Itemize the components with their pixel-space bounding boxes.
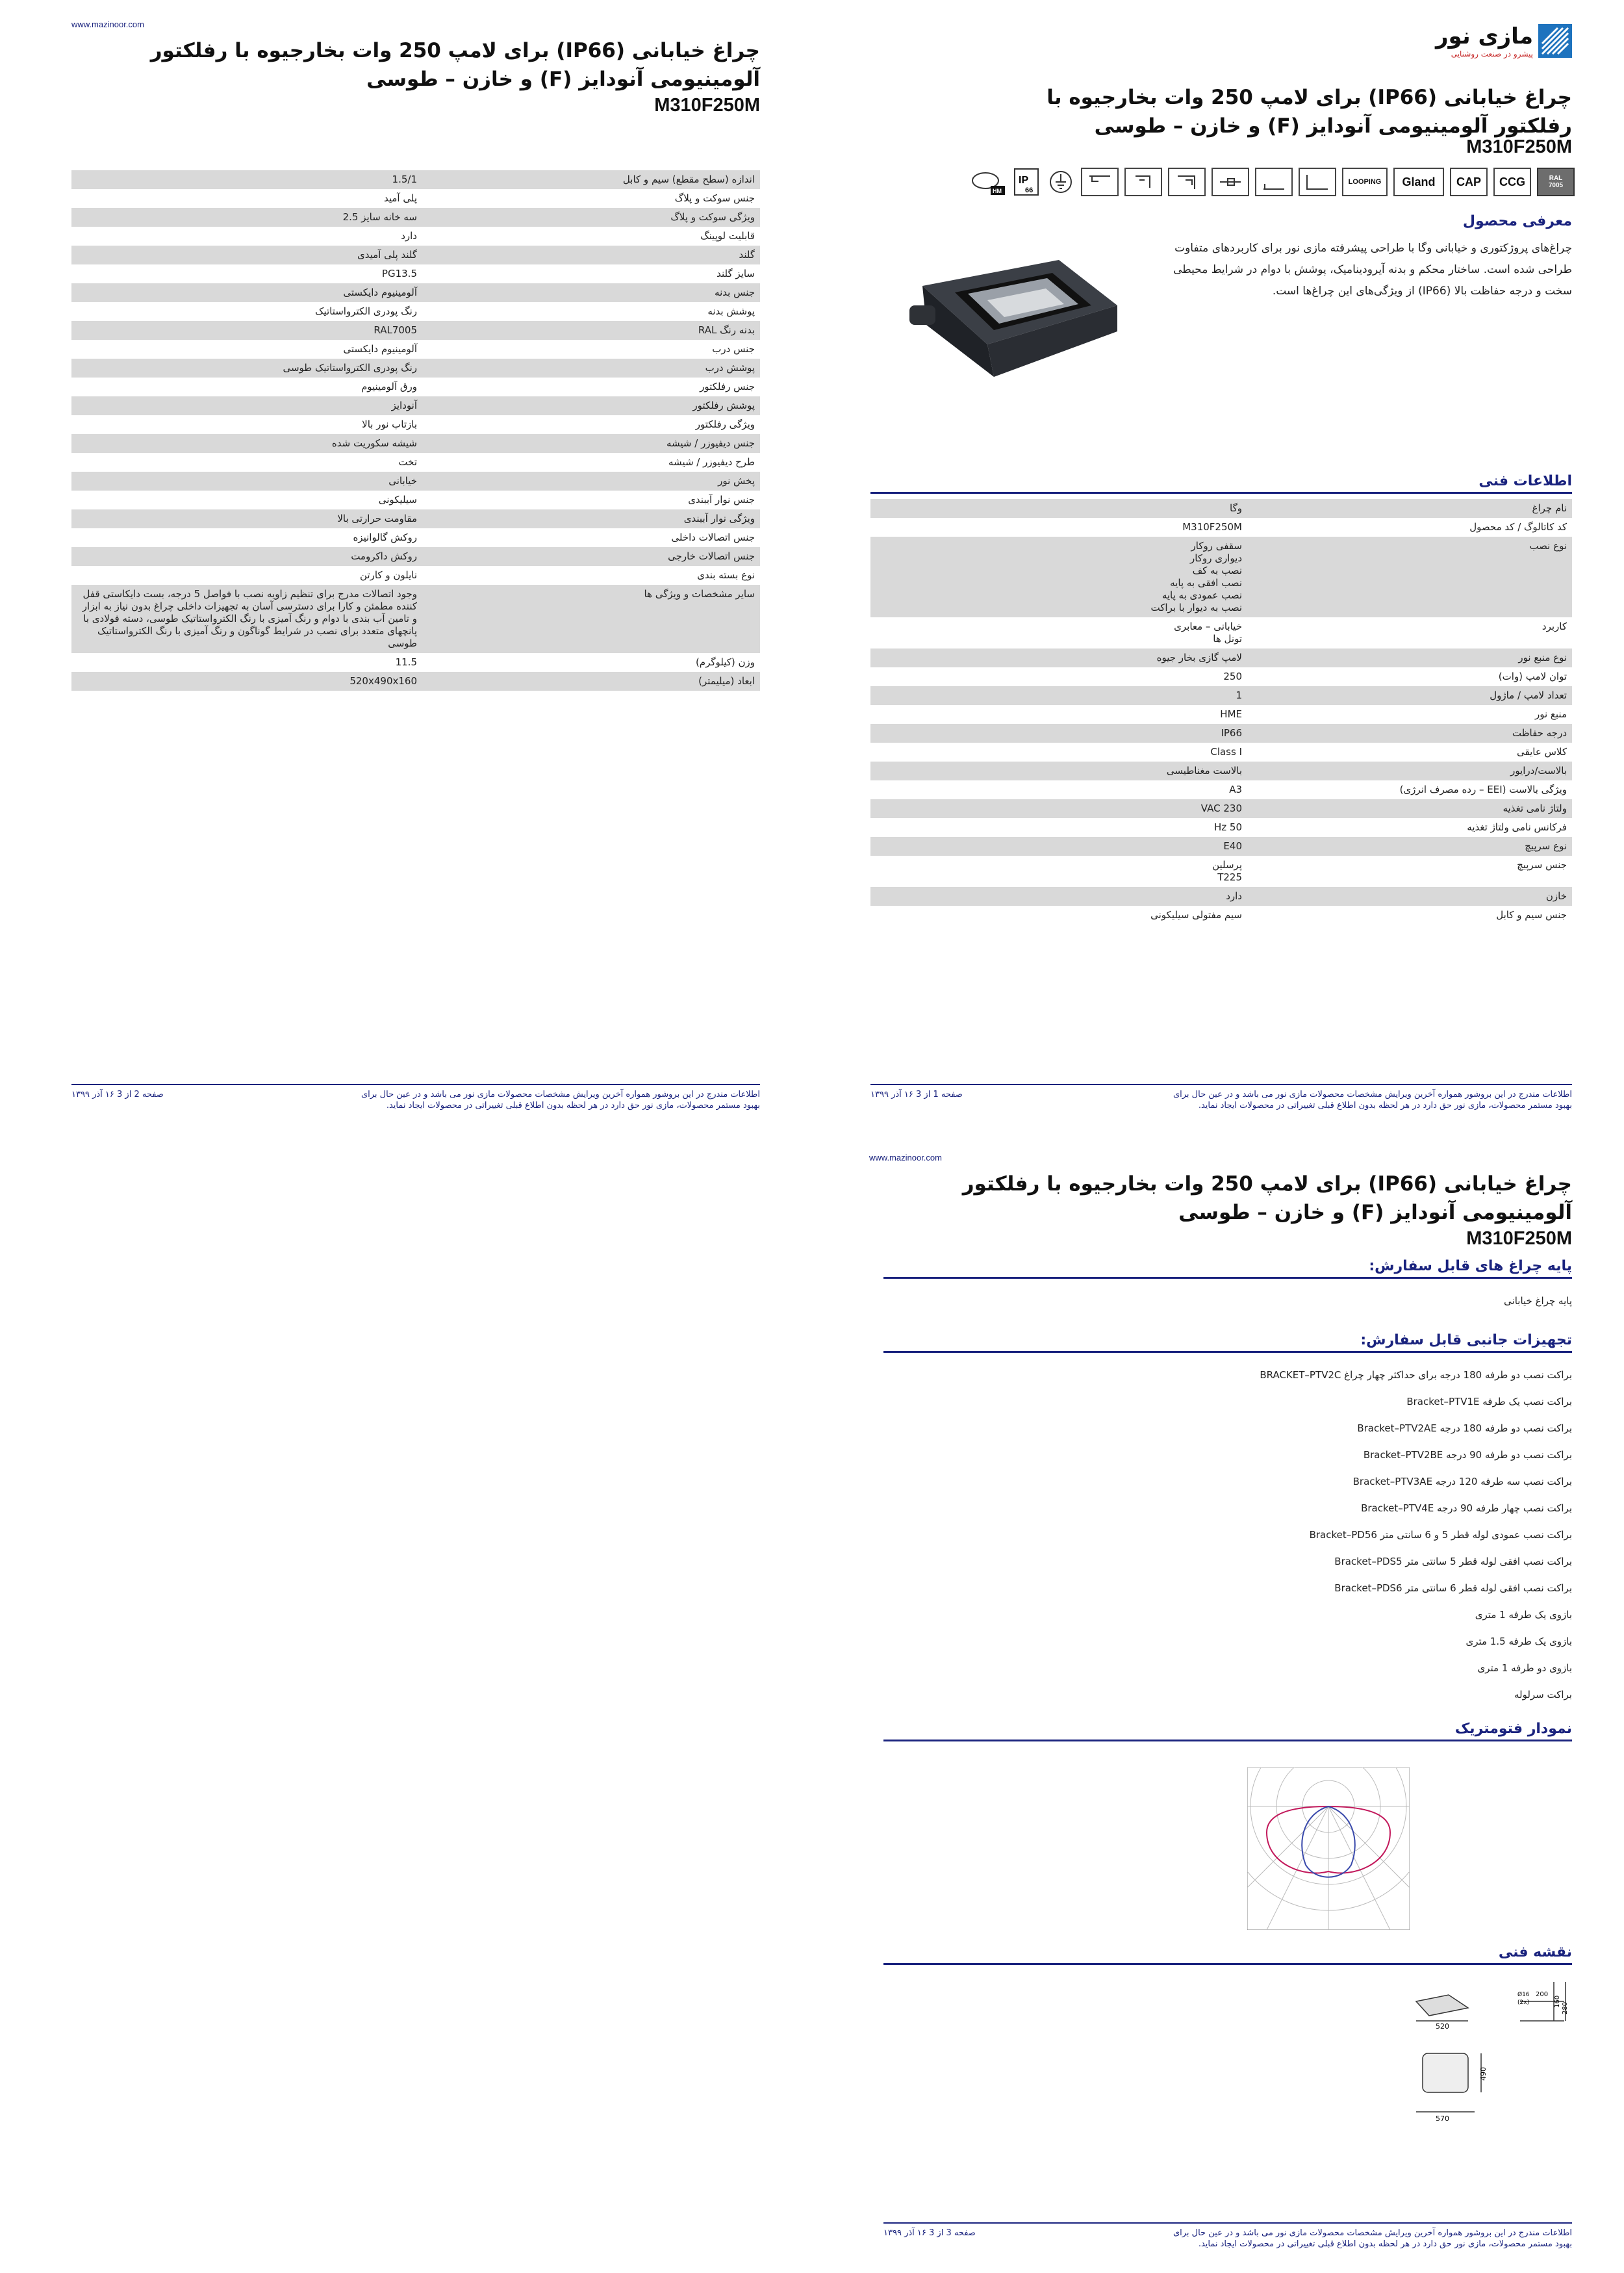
dim-2x: (2x)	[1517, 1999, 1530, 2006]
spec-key: نوع بسته بندی	[422, 566, 760, 585]
gland-icon: Gland	[1393, 168, 1444, 196]
specs-table-2	[71, 170, 760, 691]
spec-value: پلی آمید	[71, 189, 422, 208]
spec-key: تعداد لامپ / ماژول	[1247, 686, 1572, 705]
footer-disclaimer: اطلاعات مندرج در این بروشور همواره آخرین ویرایش مشخصات محصولات مازی نور می باشد و در عین حال برای بهبود مستمر محصولات، مازی نور حق دارد در هر لحظه بدون اطلاع قبلی تغییراتی در محصولات ایجاد نماید.	[1173, 2228, 1572, 2249]
spec-value: رنگ پودری الکترواستاتیک طوسی	[71, 359, 422, 378]
pole-heading: پایه چراغ های قابل سفارش:	[883, 1258, 1572, 1279]
spec-key: منبع نور	[1247, 705, 1572, 724]
table-row	[870, 856, 1572, 887]
spec-value: 11.5	[71, 653, 422, 672]
table-row	[870, 743, 1572, 762]
page-number: صفحه 2 از 3 ۱۶ آذر ۱۳۹۹	[71, 1090, 164, 1099]
photometric-heading: نمودار فتومتریک	[883, 1721, 1572, 1741]
spec-value: وجود اتصالات مدرج برای تنظیم زاویه نصب با فواصل 5 درجه، بست دایکاستی قفل کننده مطمئن و کارا برای دسترسی آسان به تجهیزات داخلی چراغ بدون نیاز به ابزار و تامین آب بندی با دوام و رنگ آمیزی با رنگ الکترواستاتیک طوسی، دسته فولادی با پانچهای متعدد برای نصب در شرایط گوناگون و رنگ آمیزی با رنگ الکترواستاتیک طوسی	[71, 585, 422, 653]
footer-3	[883, 2222, 1572, 2250]
spec-key: وزن (کیلوگرم)	[422, 653, 760, 672]
table-row	[71, 653, 760, 672]
spec-value: روکش داکرومت	[71, 547, 422, 566]
spec-key: ولتاژ نامی تغذیه	[1247, 799, 1572, 818]
spec-key: ویژگی نوار آببندی	[422, 509, 760, 528]
spec-value: سیم مفتولی سیلیکونی	[870, 906, 1247, 925]
tech-table	[870, 499, 1572, 925]
spec-key: پخش نور	[422, 472, 760, 491]
intro-text: چراغ‌های پروژکتوری و خیابانی وگا با طراحی پیشرفته مازی نور برای کاربردهای متفاوت طراحی شده است. ساختار محکم و بدنه آیرودینامیک، پوشش با دوام در شرایط محیطی سخت و درجه حفاظت بالا (IP66) از ویژگی‌های این چراغ‌ها است.	[1173, 242, 1572, 298]
mount-ceiling-icon	[1255, 168, 1293, 196]
table-row	[71, 302, 760, 321]
list-item: براکت سرلوله	[1514, 1689, 1572, 1701]
spec-key: پوشش درب	[422, 359, 760, 378]
logo-text: مازی نور	[1435, 23, 1533, 49]
list-item: بازوی یک طرفه 1 متری	[1475, 1609, 1572, 1621]
dim-570: 570	[1436, 2114, 1449, 2123]
lamp-hm-icon	[970, 168, 1006, 196]
table-row	[870, 818, 1572, 837]
spec-value: RAL7005	[71, 321, 422, 340]
table-row	[71, 170, 760, 189]
page-number: صفحه 3 از 3 ۱۶ آذر ۱۳۹۹	[883, 2228, 976, 2238]
footer-disclaimer: اطلاعات مندرج در این بروشور همواره آخرین ویرایش مشخصات محصولات مازی نور می باشد و در عین حال برای بهبود مستمر محصولات، مازی نور حق دارد در هر لحظه بدون اطلاع قبلی تغییراتی در محصولات ایجاد نماید.	[361, 1090, 760, 1111]
site-url: www.mazinoor.com	[869, 1153, 942, 1162]
spec-value: ورق آلومینیوم	[71, 378, 422, 396]
spec-value: دارد	[870, 887, 1247, 906]
page-title: چراغ خیابانی (IP66) برای لامپ 250 وات بخارجیوه با رفلکتور آلومینیومی آنودایز (F) و خازن – طوسی	[962, 1172, 1572, 1224]
accessories-list	[922, 1362, 1572, 1708]
dim-520: 520	[1436, 2022, 1449, 2031]
spec-value: روکش گالوانیزه	[71, 528, 422, 547]
spec-value: بالاست مغناطیسی	[870, 762, 1247, 780]
table-row	[71, 566, 760, 585]
table-row	[71, 208, 760, 227]
spec-value: 250	[870, 667, 1247, 686]
list-item: براکت نصب عمودی لوله قطر 5 و 6 سانتی متر Bracket–PD56	[1309, 1529, 1572, 1541]
spec-value: دارد	[71, 227, 422, 246]
table-row	[71, 472, 760, 491]
spec-key: فرکانس نامی ولتاژ تغذیه	[1247, 818, 1572, 837]
table-row	[71, 321, 760, 340]
spec-value: آلومینیوم دایکستی	[71, 283, 422, 302]
spec-value: Class I	[870, 743, 1247, 762]
dim-490: 490	[1479, 2067, 1488, 2081]
spec-value: 1.5/1	[71, 170, 422, 189]
spec-key: قابلیت لوپینگ	[422, 227, 760, 246]
logo-tagline: پیشرو در صنعت روشنایی	[1451, 49, 1533, 58]
spec-key: نوع سرپیچ	[1247, 837, 1572, 856]
spec-value: سیلیکونی	[71, 491, 422, 509]
table-row	[71, 283, 760, 302]
spec-key: کاربرد	[1247, 617, 1572, 649]
list-item: بازوی یک طرفه 1.5 متری	[1465, 1636, 1572, 1647]
table-row	[71, 227, 760, 246]
table-row	[71, 246, 760, 264]
footer-1	[870, 1084, 1572, 1111]
site-url: www.mazinoor.com	[71, 19, 144, 29]
drawing-heading: نقشه فنی	[883, 1944, 1572, 1965]
spec-key: طرح دیفیوزر / شیشه	[422, 453, 760, 472]
table-row	[870, 499, 1572, 518]
table-row	[71, 434, 760, 453]
table-row	[71, 547, 760, 566]
pole-list	[922, 1288, 1572, 1315]
table-row	[870, 762, 1572, 780]
technical-drawing	[1403, 1982, 1572, 2125]
cap-icon: CAP	[1450, 168, 1488, 196]
page-title: چراغ خیابانی (IP66) برای لامپ 250 وات بخارجیوه با رفلکتور آلومینیومی آنودایز (F) و خازن – طوسی	[150, 39, 760, 91]
spec-key: جنس اتصالات داخلی	[422, 528, 760, 547]
table-row	[71, 264, 760, 283]
table-row	[71, 359, 760, 378]
tech-heading: اطلاعات فنی	[870, 473, 1572, 494]
list-item: براکت نصب دو طرفه 90 درجه Bracket–PTV2BE	[1363, 1449, 1572, 1461]
page-title: چراغ خیابانی (IP66) برای لامپ 250 وات بخارجیوه با رفلکتور آلومینیومی آنودایز (F) و خازن – طوسی	[1047, 86, 1572, 138]
footer-disclaimer: اطلاعات مندرج در این بروشور همواره آخرین ویرایش مشخصات محصولات مازی نور می باشد و در عین حال برای بهبود مستمر محصولات، مازی نور حق دارد در هر لحظه بدون اطلاع قبلی تغییراتی در محصولات ایجاد نماید.	[1173, 1090, 1572, 1111]
spec-value: رنگ پودری الکترواستاتیک	[71, 302, 422, 321]
spec-key: جنس سوکت و پلاگ	[422, 189, 760, 208]
spec-value: پرسلین T225	[870, 856, 1247, 887]
spec-key: ویژگی بالاست (EEI – رده مصرف انرژی)	[1247, 780, 1572, 799]
spec-key: توان لامپ (وات)	[1247, 667, 1572, 686]
spec-value: آنودایز	[71, 396, 422, 415]
list-item: بازوی دو طرفه 1 متری	[1477, 1662, 1572, 1674]
model-code: M310F250M	[1466, 1228, 1572, 1249]
table-row	[870, 724, 1572, 743]
model-code: M310F250M	[654, 95, 760, 116]
page-1	[844, 0, 1624, 1131]
spec-value: آلومینیوم دایکستی	[71, 340, 422, 359]
spec-value: E40	[870, 837, 1247, 856]
spec-key: بالاست/درایور	[1247, 762, 1572, 780]
table-row	[870, 667, 1572, 686]
page-number: صفحه 1 از 3 ۱۶ آذر ۱۳۹۹	[870, 1090, 963, 1099]
spec-key: خازن	[1247, 887, 1572, 906]
spec-key: پوشش بدنه	[422, 302, 760, 321]
product-image	[896, 247, 1130, 390]
mount-pole-icon	[1168, 168, 1206, 196]
model-code: M310F250M	[1466, 136, 1572, 157]
spec-value: 230 VAC	[870, 799, 1247, 818]
spec-key: بدنه رنگ RAL	[422, 321, 760, 340]
spec-key: اندازه (سطح مقطع) سیم و کابل	[422, 170, 760, 189]
spec-value: HME	[870, 705, 1247, 724]
spec-value: سقفی روکار دیواری روکار نصب به کف نصب افقی به پایه نصب عمودی به پایه نصب به دیوار با براکت	[870, 537, 1247, 617]
spec-value: تخت	[71, 453, 422, 472]
footer-2	[71, 1084, 760, 1111]
table-row	[71, 528, 760, 547]
table-row	[870, 780, 1572, 799]
list-item: براکت نصب افقی لوله قطر 5 سانتی متر Bracket–PDS5	[1334, 1556, 1572, 1567]
mount-surface-icon	[1081, 168, 1119, 196]
spec-value: وگا	[870, 499, 1247, 518]
spec-key: درجه حفاظت	[1247, 724, 1572, 743]
list-item: براکت نصب چهار طرفه 90 درجه Bracket–PTV4E	[1361, 1502, 1572, 1514]
dim-280: 280	[1562, 2001, 1569, 2014]
spec-value: مقاومت حرارتی بالا	[71, 509, 422, 528]
ccg-icon: CCG	[1493, 168, 1531, 196]
svg-text:IP: IP	[1019, 175, 1029, 186]
svg-text:HM: HM	[993, 188, 1002, 194]
table-row	[71, 585, 760, 653]
table-row	[71, 453, 760, 472]
spec-key: سایز گلند	[422, 264, 760, 283]
spec-value: بازتاب نور بالا	[71, 415, 422, 434]
spec-key: جنس دیفیوزر / شیشه	[422, 434, 760, 453]
table-row	[870, 705, 1572, 724]
page-3	[844, 1144, 1624, 2273]
table-row	[870, 649, 1572, 667]
spec-key: جنس درب	[422, 340, 760, 359]
spec-value: خیابانی – معابری تونل ها	[870, 617, 1247, 649]
spec-key: جنس رفلکتور	[422, 378, 760, 396]
spec-key: پوشش رفلکتور	[422, 396, 760, 415]
spec-value: خیابانی	[71, 472, 422, 491]
spec-value: نایلون و کارتن	[71, 566, 422, 585]
spec-key: ویژگی رفلکتور	[422, 415, 760, 434]
intro-heading: معرفی محصول	[1462, 213, 1572, 229]
list-item: براکت نصب دو طرفه 180 درجه Bracket–PTV2AE	[1357, 1422, 1572, 1434]
logo-mark-icon	[1538, 24, 1572, 58]
list-item: براکت نصب افقی لوله قطر 6 سانتی متر Bracket–PDS6	[1334, 1582, 1572, 1594]
table-row	[870, 686, 1572, 705]
table-row	[870, 887, 1572, 906]
spec-value: IP66	[870, 724, 1247, 743]
table-row	[71, 491, 760, 509]
brand-logo	[1371, 18, 1572, 64]
table-row	[870, 906, 1572, 925]
dim-200: 200	[1536, 1991, 1549, 1998]
ip-rating-icon	[1012, 168, 1041, 196]
spec-key: کلاس عایقی	[1247, 743, 1572, 762]
table-row	[71, 378, 760, 396]
looping-icon: LOOPING	[1342, 168, 1388, 196]
mount-vertical-icon	[1124, 168, 1162, 196]
spec-key: جنس سرپیچ	[1247, 856, 1572, 887]
spec-value: 1	[870, 686, 1247, 705]
spec-value: M310F250M	[870, 518, 1247, 537]
list-item: براکت نصب یک طرفه Bracket–PTV1E	[1406, 1396, 1572, 1407]
spec-value: 520x490x160	[71, 672, 422, 691]
spec-value: لامپ گازی بخار جیوه	[870, 649, 1247, 667]
spec-key: نام چراغ	[1247, 499, 1572, 518]
table-row	[71, 340, 760, 359]
list-item: براکت نصب دو طرفه 180 درجه برای حداکثر چهار چراغ BRACKET–PTV2C	[1260, 1369, 1572, 1381]
spec-key: کد کاتالوگ / کد محصول	[1247, 518, 1572, 537]
svg-text:66: 66	[1025, 186, 1034, 194]
ral-color-icon: RAL 7005	[1537, 168, 1575, 196]
spec-key: ویژگی سوکت و پلاگ	[422, 208, 760, 227]
table-row	[870, 537, 1572, 617]
list-item: براکت نصب سه طرفه 120 درجه Bracket–PTV3AE	[1352, 1476, 1572, 1487]
spec-value: A3	[870, 780, 1247, 799]
feature-icons	[970, 168, 1575, 196]
ground-icon	[1047, 168, 1075, 196]
table-row	[71, 509, 760, 528]
list-item: پایه چراغ خیابانی	[1504, 1295, 1572, 1307]
table-row	[71, 189, 760, 208]
table-row	[71, 415, 760, 434]
dim-d16: Ø16	[1517, 1992, 1530, 1998]
spec-key: نوع نصب	[1247, 537, 1572, 617]
spec-value: سه خانه سایز 2.5	[71, 208, 422, 227]
page-2	[0, 0, 812, 1131]
accessories-heading: تجهیزات جانبی قابل سفارش:	[883, 1332, 1572, 1353]
photometric-diagram	[1247, 1767, 1410, 1930]
table-row	[71, 672, 760, 691]
spec-key: نوع منبع نور	[1247, 649, 1572, 667]
spec-value: PG13.5	[71, 264, 422, 283]
spec-key: جنس سیم و کابل	[1247, 906, 1572, 925]
spec-key: جنس نوار آببندی	[422, 491, 760, 509]
spec-key: جنس بدنه	[422, 283, 760, 302]
table-row	[870, 518, 1572, 537]
table-row	[71, 396, 760, 415]
spec-key: جنس اتصالات خارجی	[422, 547, 760, 566]
mount-horizontal-icon	[1212, 168, 1249, 196]
spec-value: شیشه سکوریت شده	[71, 434, 422, 453]
mount-wall-bracket-icon	[1299, 168, 1336, 196]
spec-key: ابعاد (میلیمتر)	[422, 672, 760, 691]
table-row	[870, 837, 1572, 856]
spec-value: گلند پلی آمیدی	[71, 246, 422, 264]
table-row	[870, 617, 1572, 649]
spec-key: سایر مشخصات و ویژگی ها	[422, 585, 760, 653]
spec-key: گلند	[422, 246, 760, 264]
spec-value: 50 Hz	[870, 818, 1247, 837]
dim-160: 160	[1554, 1995, 1561, 2008]
table-row	[870, 799, 1572, 818]
